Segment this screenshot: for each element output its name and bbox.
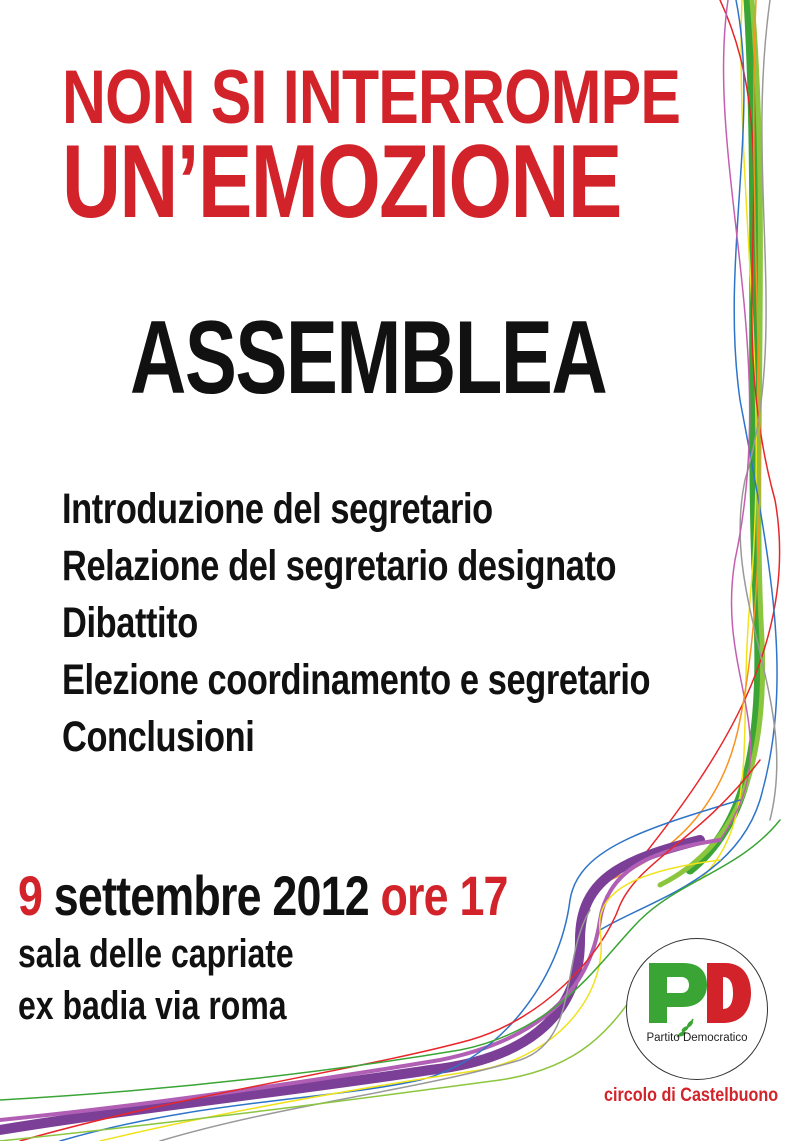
- venue-line-1: sala delle capriate: [18, 932, 294, 976]
- pd-logo-name: [639, 1032, 755, 1044]
- event-title: ASSEMBLEA: [130, 300, 607, 416]
- agenda-item-text: Relazione del segretario designato: [62, 542, 617, 590]
- agenda-item-text: Elezione coordinamento e segretario: [62, 656, 651, 704]
- event-time: ore 17: [380, 864, 508, 927]
- event-date: [18, 866, 508, 926]
- venue-line-2: ex badia via roma: [18, 984, 287, 1028]
- agenda-item-text: Dibattito: [62, 599, 198, 647]
- date-day: 9: [18, 864, 43, 927]
- pd-logo-mark: [627, 939, 767, 1079]
- footer-circolo: circolo di Castelbuono: [604, 1085, 779, 1106]
- agenda-item-text: Conclusioni: [62, 713, 255, 761]
- pd-logo: [626, 938, 768, 1080]
- pd-logo-name-right: Democratico: [682, 1032, 748, 1044]
- headline-line-1: NON SI INTERROMPE: [62, 55, 681, 140]
- agenda-item-text: Introduzione del segretario: [62, 485, 493, 533]
- date-month-year: settembre 2012: [53, 864, 369, 927]
- headline-line-2: UN’EMOZIONE: [62, 124, 621, 240]
- pd-logo-name-left: Partito: [646, 1032, 680, 1044]
